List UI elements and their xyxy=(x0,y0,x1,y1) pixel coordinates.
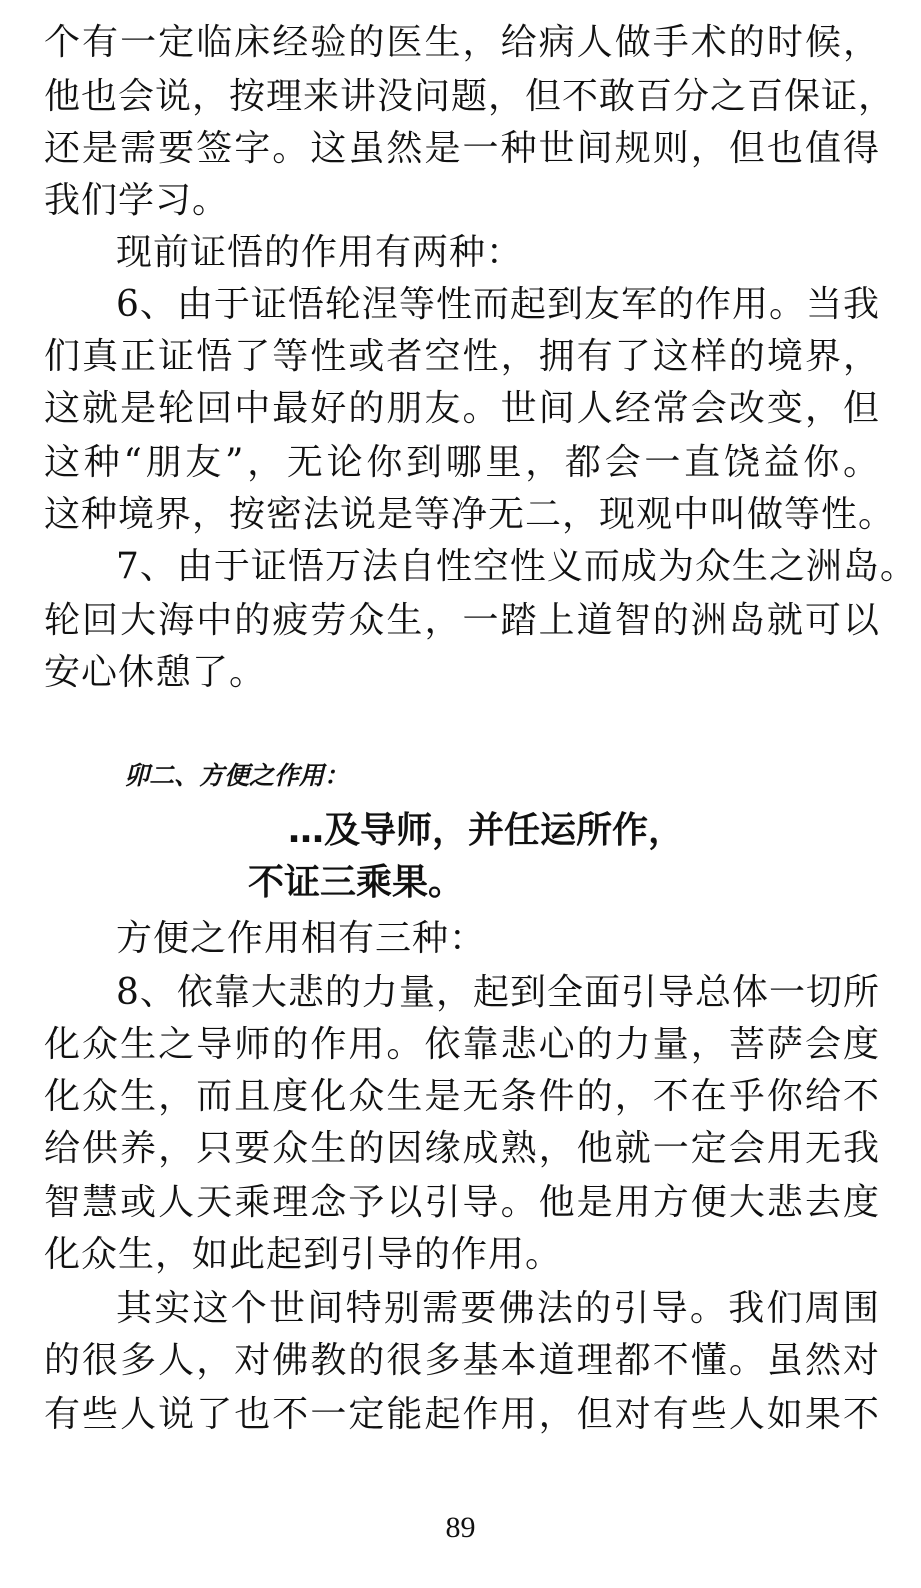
text-line: 8、依靠大悲的力量，起到全面引导总体一切所 xyxy=(116,972,880,1013)
text-line: 我们学习。 xyxy=(44,180,230,221)
verse-line: 不证三乘果。 xyxy=(248,862,465,903)
text-line: 给供养，只要众生的因缘成熟，他就一定会用无我 xyxy=(44,1128,880,1169)
text-line: 化众生，而且度化众生是无条件的，不在乎你给不 xyxy=(44,1076,880,1117)
section-heading: 卯二、方便之作用： xyxy=(124,761,350,790)
text-line: 还是需要签字。这虽然是一种世间规则，但也值得 xyxy=(44,128,880,169)
text-line: 们真正证悟了等性或者空性，拥有了这样的境界， xyxy=(44,336,880,377)
text-line: 这就是轮回中最好的朋友。世间人经常会改变，但 xyxy=(44,388,880,429)
text-line: 个有一定临床经验的医生，给病人做手术的时候， xyxy=(44,22,880,63)
text-line: 现前证悟的作用有两种： xyxy=(116,232,524,273)
text-line: 这种“朋友”，无论你到哪里，都会一直饶益你。 xyxy=(44,442,880,483)
text-line: 轮回大海中的疲劳众生，一踏上道智的洲岛就可以 xyxy=(44,600,880,641)
text-line: 他也会说，按理来讲没问题，但不敢百分之百保证， xyxy=(44,76,896,117)
text-line: 智慧或人天乘理念予以引导。他是用方便大悲去度 xyxy=(44,1182,880,1223)
page-number: 89 xyxy=(445,1511,476,1544)
text-line: 化众生之导师的作用。依靠悲心的力量，菩萨会度 xyxy=(44,1024,880,1065)
text-line: 安心休憩了。 xyxy=(44,652,267,693)
text-line: 有些人说了也不一定能起作用，但对有些人如果不 xyxy=(44,1394,880,1435)
text-line: 化众生，如此起到引导的作用。 xyxy=(44,1234,563,1275)
text-line: 这种境界，按密法说是等净无二，现观中叫做等性。 xyxy=(44,494,896,535)
text-line: 方便之作用相有三种： xyxy=(116,918,487,959)
text-line: 的很多人，对佛教的很多基本道理都不懂。虽然对 xyxy=(44,1340,880,1381)
text-line: 其实这个世间特别需要佛法的引导。我们周围 xyxy=(116,1288,880,1329)
verse-line: …及导师，并任运所作， xyxy=(288,810,685,851)
text-line: 7、由于证悟万法自性空性义而成为众生之洲岛。 xyxy=(116,546,917,587)
text-line: 6、由于证悟轮涅等性而起到友军的作用。当我 xyxy=(116,284,880,325)
